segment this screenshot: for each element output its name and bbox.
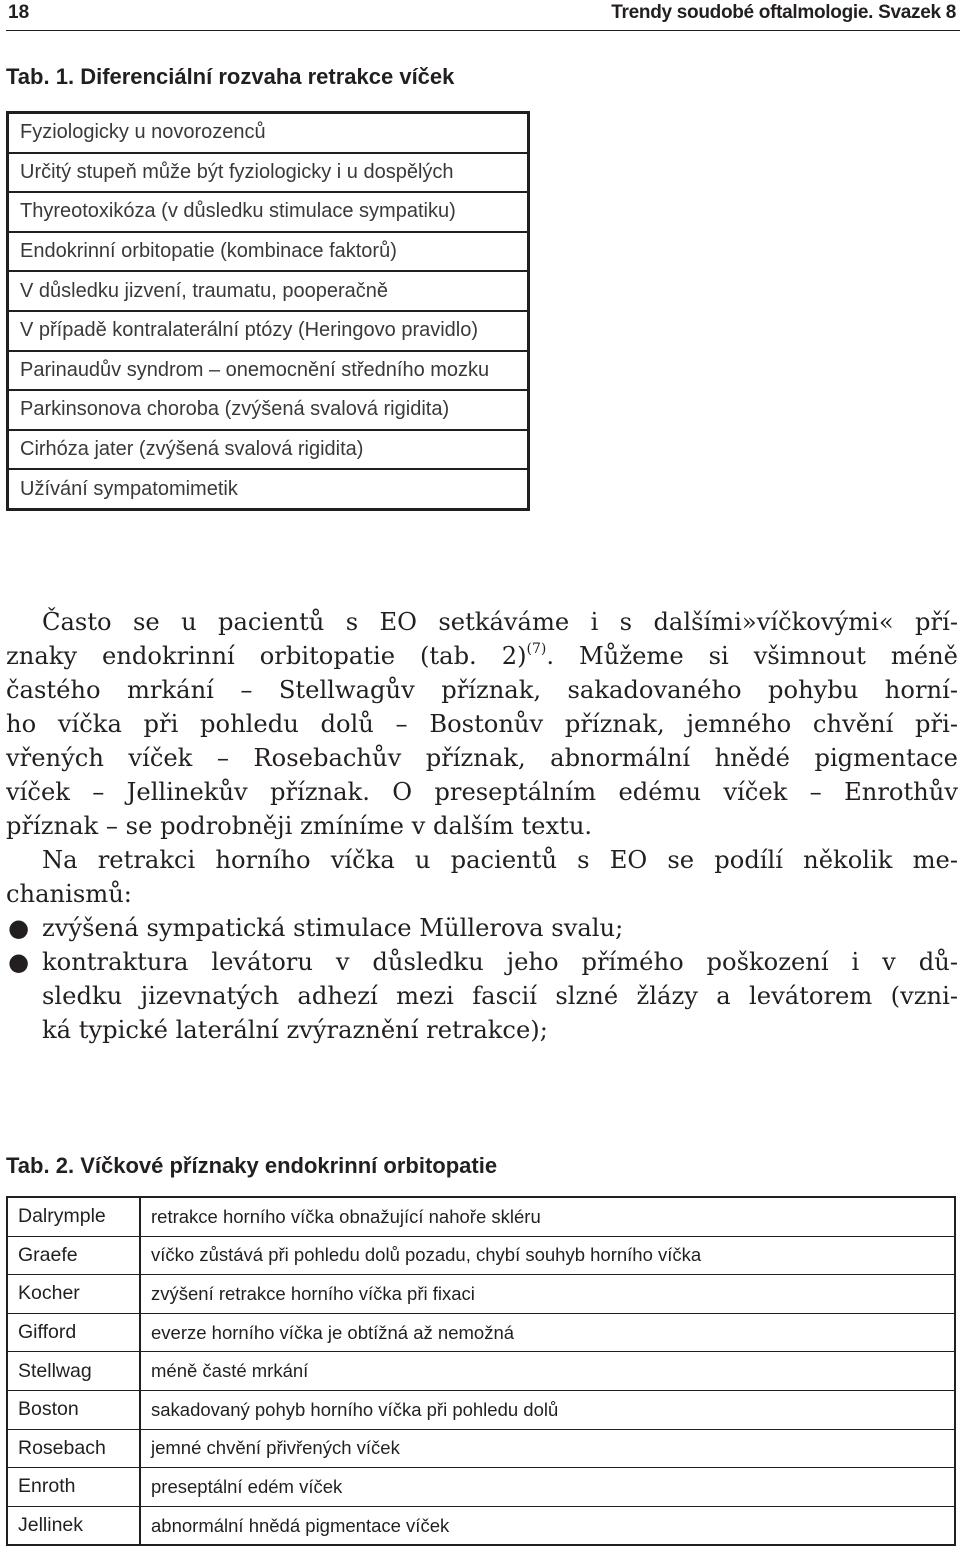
table1-caption-title: Diferenciální rozvaha retrakce víček <box>80 64 455 89</box>
sign-description: retrakce horního víčka obnažující nahoře skléru <box>140 1197 955 1236</box>
sign-name: Kocher <box>7 1275 140 1314</box>
table1-caption-label: Tab. 1. <box>6 64 75 89</box>
table-row <box>7 1313 955 1352</box>
table-row <box>7 1352 955 1391</box>
running-title: Trendy soudobé oftalmologie. Svazek 8 <box>611 2 956 23</box>
table-cell: Užívání sympatomimetik <box>20 477 238 500</box>
table-row <box>8 153 529 193</box>
table-row <box>8 271 529 311</box>
table-row <box>7 1429 955 1468</box>
sign-description: jemné chvění přivřených víček <box>140 1429 955 1468</box>
text-line: častého mrkání – Stellwagův příznak, sakadovaného pohybu horní- <box>6 676 958 704</box>
table-cell: Parkinsonova choroba (zvýšená svalová rigidita) <box>8 390 529 430</box>
sign-description: everze horního víčka je obtížná až nemožná <box>140 1313 955 1352</box>
text-fragment: . Můžeme si všimnout méně <box>546 642 958 670</box>
list-item <box>6 945 958 979</box>
sign-description: preseptální edém víček <box>140 1468 955 1507</box>
table-row <box>8 113 529 153</box>
bullet-icon: ● <box>8 948 30 976</box>
text-line: Na retrakci horního víčka u pacientů s EO se podílí několik me- <box>42 846 958 874</box>
table-row <box>7 1506 955 1545</box>
bullet-list <box>6 911 958 1047</box>
page-header <box>6 0 960 31</box>
sign-description: sakadovaný pohyb horního víčka při pohledu dolů <box>140 1390 955 1429</box>
table-row <box>7 1468 955 1507</box>
body-text <box>6 605 958 1047</box>
sign-name: Jellinek <box>7 1506 140 1545</box>
table-row <box>8 192 529 232</box>
sign-description: méně časté mrkání <box>140 1352 955 1391</box>
table-cell: Cirhóza jater (zvýšená svalová rigidita) <box>8 430 529 470</box>
page-number: 18 <box>8 2 30 23</box>
table-cell: Thyreotoxikóza (v důsledku stimulace sympatiku) <box>8 192 529 232</box>
sign-name: Dalrymple <box>7 1197 140 1236</box>
list-item-text: zvýšená sympatická stimulace Müllerova svalu; <box>42 914 624 942</box>
list-item <box>6 911 958 945</box>
list-item-continuation: sledku jizevnatých adhezí mezi fascií slzné žlázy a levátorem (vzni- <box>42 982 958 1010</box>
sign-name: Gifford <box>7 1313 140 1352</box>
table-row <box>8 351 529 391</box>
text-line: chanismů: <box>6 880 132 908</box>
sign-description: víčko zůstává při pohledu dolů pozadu, chybí souhyb horního víčka <box>140 1236 955 1275</box>
sign-description: zvýšení retrakce horního víčka při fixaci <box>140 1275 955 1314</box>
text-line: ho víčka při pohledu dolů – Bostonův příznak, jemného chvění při- <box>6 710 958 738</box>
sign-name: Rosebach <box>7 1429 140 1468</box>
text-line: Často se u pacientů s EO setkáváme i s dalšími»víčkovými« pří- <box>42 608 958 636</box>
table-row <box>8 311 529 351</box>
sign-description: abnormální hnědá pigmentace víček <box>140 1506 955 1545</box>
list-item-text: kontraktura levátoru v důsledku jeho přímého poškození i v dů- <box>42 948 958 976</box>
table-row <box>7 1275 955 1314</box>
table-cell: Parinaudův syndrom – onemocnění středního mozku <box>8 351 529 391</box>
table-row <box>7 1390 955 1429</box>
eyelid-signs-table <box>6 1196 956 1546</box>
table-row <box>8 232 529 272</box>
text-line: příznak – se podrobněji zmíníme v dalším textu. <box>6 812 593 840</box>
table1-caption <box>6 64 454 90</box>
text-line: vřených víček – Rosebachův příznak, abnormální hnědé pigmentace <box>6 744 958 772</box>
paragraph-1 <box>6 605 958 843</box>
table2-caption <box>6 1153 497 1179</box>
table-row <box>8 390 529 430</box>
list-item-continuation: ká typické laterální zvýraznění retrakce); <box>42 1016 548 1044</box>
table-row <box>8 430 529 470</box>
text-fragment: znaky endokrinní orbitopatie (tab. 2) <box>6 642 527 670</box>
text-line <box>6 639 958 673</box>
differential-diagnosis-table <box>6 111 530 511</box>
table2-caption-title: Víčkové příznaky endokrinní orbitopatie <box>80 1153 498 1178</box>
paragraph-2 <box>6 843 958 911</box>
table2-caption-label: Tab. 2. <box>6 1153 75 1178</box>
sign-name: Stellwag <box>7 1352 140 1391</box>
sign-name: Boston <box>7 1390 140 1429</box>
table-cell: V případě kontralaterální ptózy (Heringovo pravidlo) <box>8 311 529 351</box>
table-cell: Určitý stupeň může být fyziologicky i u dospělých <box>8 153 529 193</box>
table-row <box>8 469 529 509</box>
table-cell: V důsledku jizvení, traumatu, pooperačně <box>8 271 529 311</box>
bullet-icon: ● <box>8 914 30 942</box>
table-row <box>7 1197 955 1236</box>
sign-name: Enroth <box>7 1468 140 1507</box>
citation: (7) <box>526 640 547 657</box>
table-cell: Endokrinní orbitopatie (kombinace faktorů) <box>8 232 529 272</box>
sign-name: Graefe <box>7 1236 140 1275</box>
text-line: víček – Jellinekův příznak. O preseptálním edému víček – Enrothův <box>6 778 958 806</box>
table-row <box>7 1236 955 1275</box>
table-cell: Fyziologicky u novorozenců <box>8 113 529 153</box>
